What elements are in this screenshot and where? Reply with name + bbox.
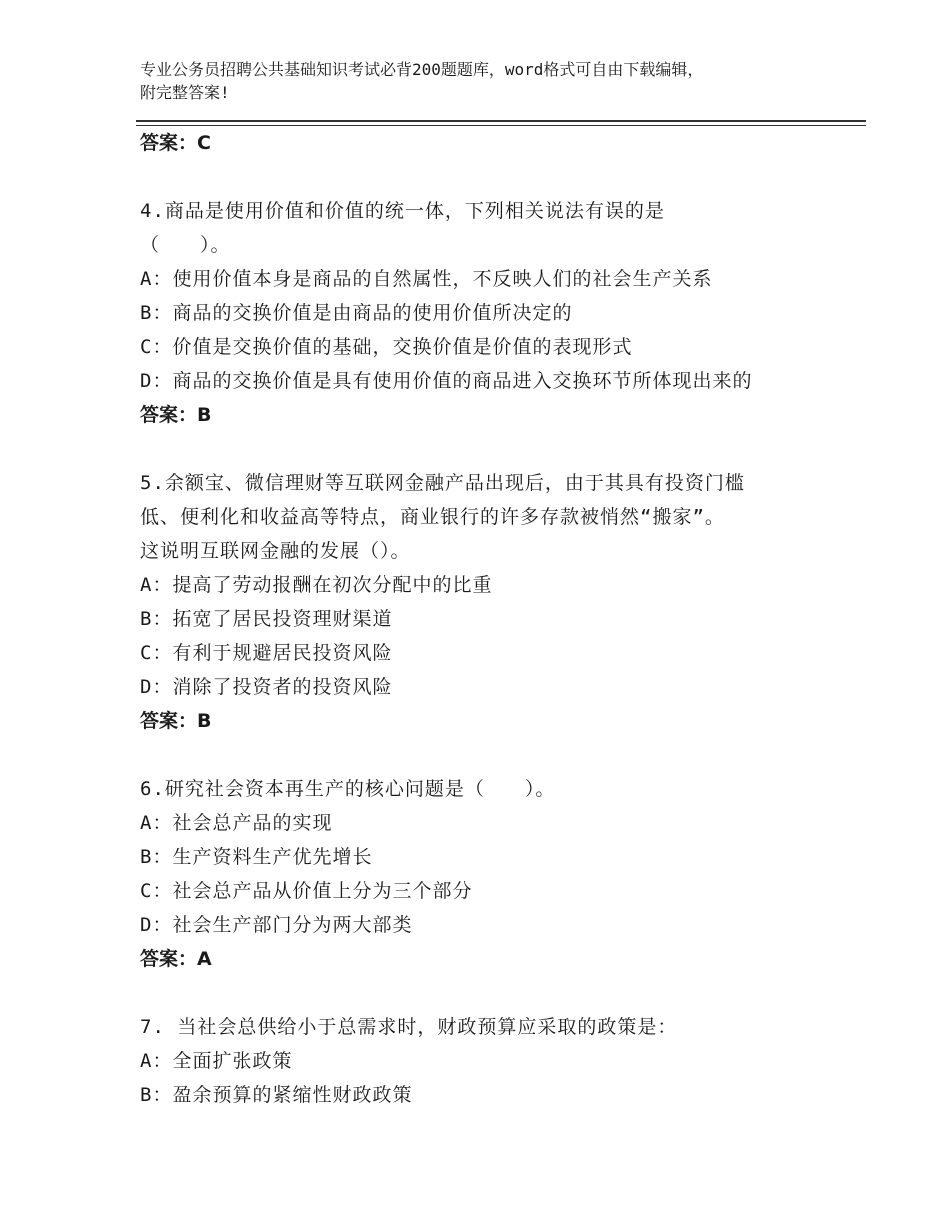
question-stem: 这说明互联网金融的发展（）。 [140, 540, 411, 562]
header-rule-thick [136, 120, 866, 122]
question-stem: （ ）。 [140, 234, 231, 256]
document-body [140, 126, 850, 1112]
option-d: D：消除了投资者的投资风险 [140, 676, 393, 698]
question-stem: 低、便利化和收益高等特点，商业银行的许多存款被悄然“搬家”。 [140, 506, 725, 528]
question-stem: 4.商品是使用价值和价值的统一体，下列相关说法有误的是 [140, 200, 665, 222]
header-line-2: 附完整答案! [140, 83, 230, 102]
option-c: C：有利于规避居民投资风险 [140, 642, 393, 664]
option-d: D：商品的交换价值是具有使用价值的商品进入交换环节所体现出来的 [140, 370, 753, 392]
option-a: A：提高了劳动报酬在初次分配中的比重 [140, 574, 493, 596]
option-a: A：使用价值本身是商品的自然属性，不反映人们的社会生产关系 [140, 268, 713, 290]
question-5 [140, 466, 850, 738]
answer-line: 答案：C [140, 132, 211, 154]
option-a: A：全面扩张政策 [140, 1050, 293, 1072]
option-b: B：盈余预算的紧缩性财政政策 [140, 1084, 413, 1106]
question-7 [140, 1010, 850, 1112]
option-b: B：商品的交换价值是由商品的使用价值所决定的 [140, 302, 573, 324]
option-c: C：社会总产品从价值上分为三个部分 [140, 880, 473, 902]
answer-line: 答案：B [140, 710, 212, 732]
option-a: A：社会总产品的实现 [140, 812, 333, 834]
option-c: C：价值是交换价值的基础，交换价值是价值的表现形式 [140, 336, 633, 358]
question-4 [140, 194, 850, 432]
question-stem: 6.研究社会资本再生产的核心问题是（ ）。 [140, 778, 556, 800]
document-header [140, 58, 820, 104]
answer-line: 答案：B [140, 404, 212, 426]
question-6 [140, 772, 850, 976]
question-stem: 7. 当社会总供给小于总需求时，财政预算应采取的政策是： [140, 1016, 678, 1038]
option-d: D：社会生产部门分为两大部类 [140, 914, 413, 936]
question-stem: 5.余额宝、微信理财等互联网金融产品出现后，由于其具有投资门槛 [140, 472, 745, 494]
option-b: B：生产资料生产优先增长 [140, 846, 373, 868]
answer-line: 答案：A [140, 948, 212, 970]
header-line-1: 专业公务员招聘公共基础知识考试必背200题题库，word格式可自由下载编辑， [140, 60, 704, 79]
option-b: B：拓宽了居民投资理财渠道 [140, 608, 393, 630]
